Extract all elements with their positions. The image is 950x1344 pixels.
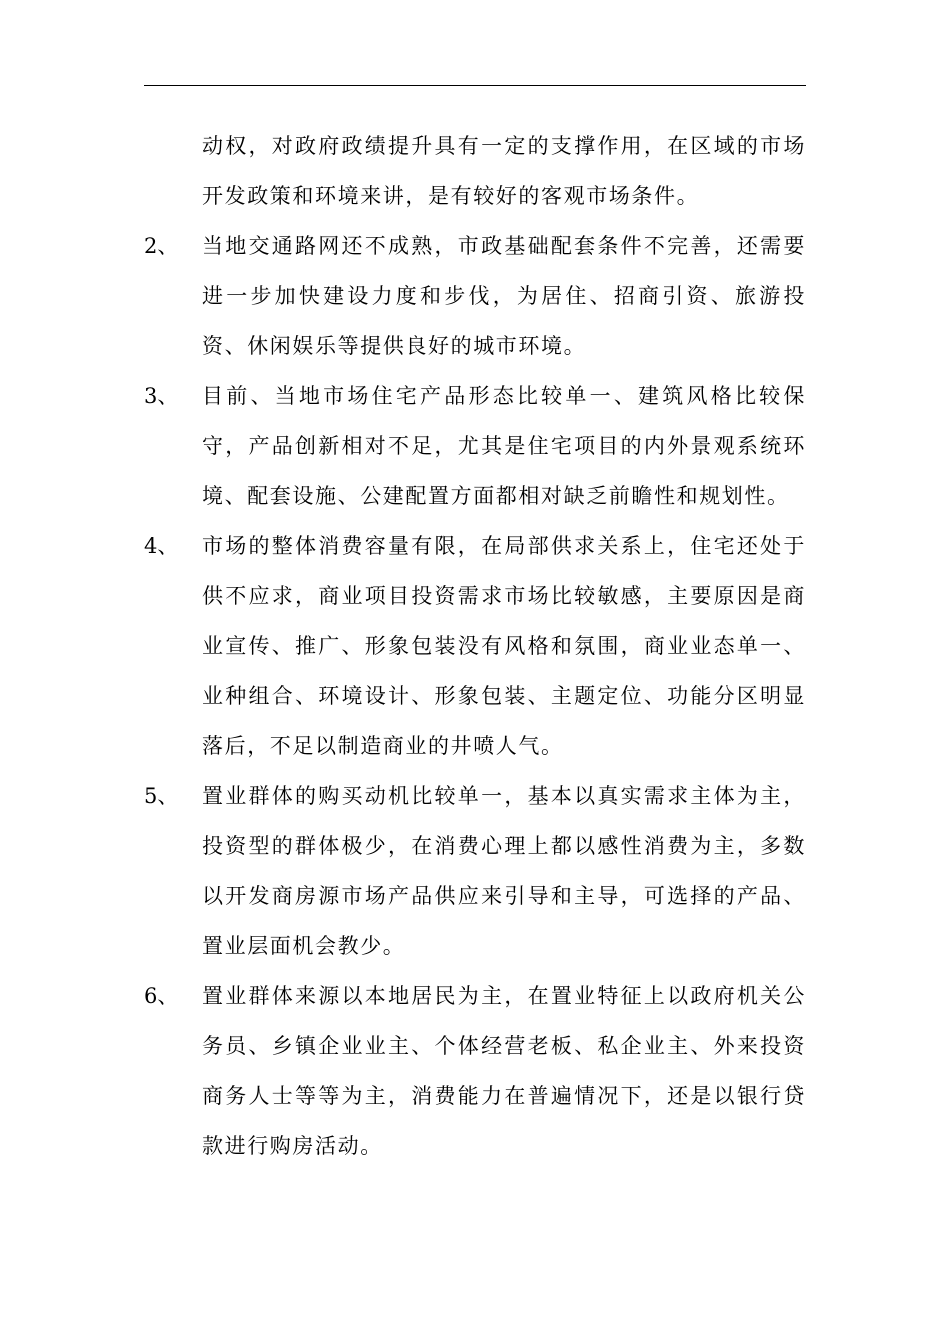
list-item-2 [144,221,806,371]
paragraph-text: 置业群体来源以本地居民为主，在置业特征上以政府机关公务员、乡镇企业业主、个体经营老板、私企业主、外来投资商务人士等等为主，消费能力在普遍情况下，还是以银行贷款进行购房活动。 [202,984,806,1158]
list-number: 6、 [144,984,179,1008]
list-item-4 [144,521,806,771]
list-item-5 [144,771,806,971]
paragraph-text: 置业群体的购买动机比较单一，基本以真实需求主体为主，投资型的群体极少，在消费心理上都以感性消费为主，多数以开发商房源市场产品供应来引导和主导，可选择的产品、置业层面机会教少。 [202,784,806,958]
list-number: 2、 [144,234,179,258]
paragraph-text: 市场的整体消费容量有限，在局部供求关系上，住宅还处于供不应求，商业项目投资需求市场比较敏感，主要原因是商业宣传、推广、形象包装没有风格和氛围，商业业态单一、业种组合、环境设计、形象包装、主题定位、功能分区明显落后，不足以制造商业的井喷人气。 [202,534,806,758]
paragraph-text: 目前、当地市场住宅产品形态比较单一、建筑风格比较保守，产品创新相对不足，尤其是住宅项目的内外景观系统环境、配套设施、公建配置方面都相对缺乏前瞻性和规划性。 [202,384,806,508]
paragraph-continued [144,121,806,221]
header-rule [144,85,806,86]
document-body [144,121,806,1171]
list-item-6 [144,971,806,1171]
paragraph-text: 当地交通路网还不成熟，市政基础配套条件不完善，还需要进一步加快建设力度和步伐，为居住、招商引资、旅游投资、休闲娱乐等提供良好的城市环境。 [202,234,806,358]
list-item-3 [144,371,806,521]
list-number: 5、 [144,784,179,808]
list-number: 3、 [144,384,179,408]
paragraph-text: 动权，对政府政绩提升具有一定的支撑作用，在区域的市场开发政策和环境来讲，是有较好的客观市场条件。 [202,134,806,208]
list-number: 4、 [144,534,179,558]
